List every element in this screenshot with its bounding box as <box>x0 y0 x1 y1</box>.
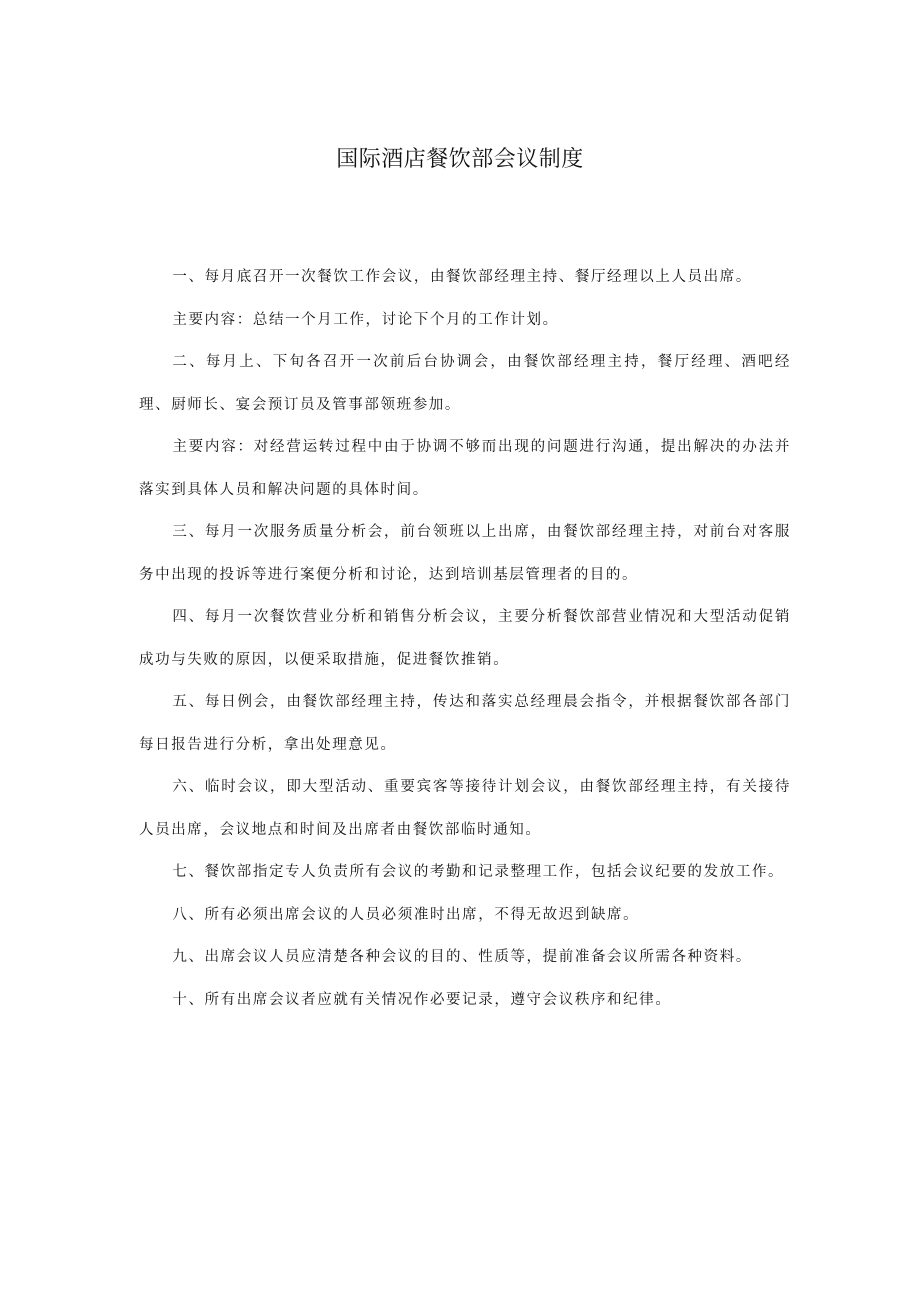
paragraph-5: 五、每日例会，由餐饮部经理主持，传达和落实总经理晨会指令，并根据餐饮部各部门每日报告进行分析，拿出处理意见。 <box>139 694 791 753</box>
document-body <box>139 256 791 1021</box>
paragraph-6: 六、临时会议，即大型活动、重要宾客等接待计划会议，由餐饮部经理主持，有关接待人员出席，会议地点和时间及出席者由餐饮部临时通知。 <box>139 779 791 838</box>
paragraph-1-content: 主要内容：总结一个月工作，讨论下个月的工作计划。 <box>172 311 559 328</box>
paragraph-3: 三、每月一次服务质量分析会，前台领班以上出席，由餐饮部经理主持，对前台对客服务中出现的投诉等进行案便分析和讨论，达到培训基层管理者的目的。 <box>139 524 791 583</box>
paragraph-1: 一、每月底召开一次餐饮工作会议，由餐饮部经理主持、餐厅经理以上人员出席。 <box>172 269 752 285</box>
paragraph-4: 四、每月一次餐饮营业分析和销售分析会议，主要分析餐饮部营业情况和大型活动促销成功与失败的原因，以便采取措施，促进餐饮推销。 <box>139 609 791 668</box>
paragraph-8: 八、所有必须出席会议的人员必须准时出席，不得无故迟到缺席。 <box>172 906 640 923</box>
paragraph-7: 七、餐饮部指定专人负责所有会议的考勤和记录整理工作，包括会议纪要的发放工作。 <box>172 864 785 880</box>
paragraph-10: 十、所有出席会议者应就有关情况作必要记录，遵守会议秩序和纪律。 <box>172 991 672 1008</box>
paragraph-2: 二、每月上、下旬各召开一次前后台协调会，由餐饮部经理主持，餐厅经理、酒吧经理、厨师长、宴会预订员及管事部领班参加。 <box>139 354 791 413</box>
document-title: 国际酒店餐饮部会议制度 <box>336 147 584 172</box>
paragraph-9: 九、出席会议人员应清楚各种会议的目的、性质等，提前准备会议所需各种资料。 <box>172 949 752 965</box>
paragraph-2-content: 主要内容：对经营运转过程中由于协调不够而出现的问题进行沟通，提出解决的办法并落实到具体人员和解决问题的具体时间。 <box>139 439 791 498</box>
